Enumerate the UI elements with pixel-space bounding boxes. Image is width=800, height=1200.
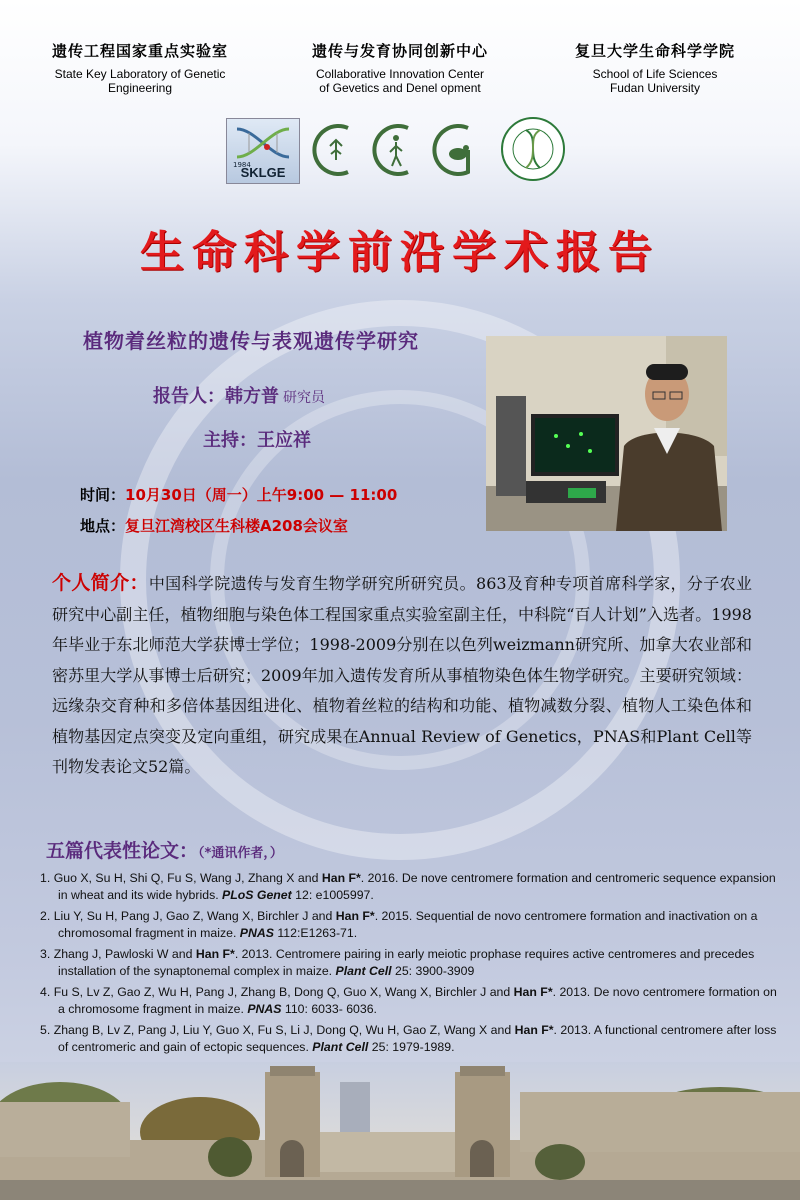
header-unit-ccgd [280, 40, 520, 95]
unit-name-en: State Key Laboratory of Genetic Engineering [54, 67, 226, 95]
speaker-bio [52, 568, 752, 783]
host-name: 王应祥 [257, 430, 311, 451]
publications-heading: 五篇代表性论文：（*通讯作者，） [46, 840, 283, 862]
time-label: 时间： [80, 486, 126, 504]
header-unit-sklge [20, 40, 260, 95]
publication-item: 1. Guo X, Su H, Shi Q, Fu S, Wang J, Zhang X and Han F*. 2016. De nove centromere formation and centromeric sequence expansion in wheat and its wide hybrids. PLoS Genet 12: e1005997. [40, 871, 776, 902]
reporter-rank: 研究员 [283, 390, 325, 406]
bio-text: 中国科学院遗传与发育生物学研究所研究员。863及育种专项首席科学家，分子农业研究中心副主任，植物细胞与染色体工程国家重点实验室副主任，中科院“百人计划”入选者。1998年毕业于东北师范大学获博士学位；1998-2009分别在以色列weizmann研究所、加拿大农业部和密苏里大学从事博士后研究；2009年加入遗传发育所从事植物染色体生物学研究。主要研究领域： 远缘杂交育种和多倍体基因组进化、植物着丝粒的结构和功能、植物减数分裂、植物人工染色体和植物基因定点突变及定向重组，研究成果在Annual Review of Genetics，PNAS和Plant Cell等刊物发表论文52篇。 [52, 574, 752, 776]
campus-photo-strip [0, 1062, 800, 1200]
dna-helix-icon [235, 125, 291, 161]
time-row [80, 484, 397, 505]
publication-list [40, 870, 780, 1060]
ccg-logo [308, 118, 494, 182]
publication-item: 2. Liu Y, Su H, Pang J, Gao Z, Wang X, Birchler J and Han F*. 2015. Sequential de novo centromere formation and inactivation on a chromosomal fragment in maize. PNAS 112:E1263-71. [40, 909, 758, 940]
reporter-line [153, 382, 325, 408]
publication-item: 5. Zhang B, Lv Z, Pang J, Liu Y, Guo X, Fu S, Li J, Dong Q, Wu H, Gao Z, Wang X and Han F*. 2013. A functional centromere after loss of centromeric and gain of ectopic sequences. Plant Cell 25: 1979-1989. [40, 1023, 777, 1054]
reporter-label: 报告人： [153, 386, 225, 407]
unit-name-cn: 遗传与发育协同创新中心 [311, 42, 488, 60]
fudan-school-seal-logo [500, 116, 566, 182]
place-row [80, 515, 348, 536]
unit-name-cn: 遗传工程国家重点实验室 [51, 42, 228, 60]
bio-heading: 个人简介： [52, 572, 149, 594]
time-value: 10月30日（周一）上午9:00 — 11:00 [125, 486, 398, 504]
talk-title: 植物着丝粒的遗传与表观遗传学研究 [83, 329, 419, 353]
reporter-name: 韩方普 [225, 386, 279, 407]
speaker-photo [486, 336, 727, 531]
unit-name-en: School of Life Sciences Fudan University [592, 67, 718, 95]
publication-item: 3. Zhang J, Pawloski W and Han F*. 2013. Centromere pairing in early meiotic prophase requires active centromeres and precedes installation of the synaptonemal complex in maize. Plant Cell 25: 3900-3909 [40, 947, 755, 978]
poster-title: 生命科学前沿学术报告 [140, 227, 660, 278]
host-line [203, 426, 311, 452]
publications-note: （*通讯作者，） [198, 846, 283, 861]
unit-name-en: Collaborative Innovation Center of Gevetics and Denel opment [315, 67, 485, 95]
unit-name-cn: 复旦大学生命科学学院 [574, 42, 735, 60]
place-value: 复旦江湾校区生科楼A208会议室 [125, 517, 348, 535]
host-label: 主持： [203, 430, 257, 451]
sklge-logo: 1984 SKLGE [226, 118, 300, 184]
place-label: 地点： [80, 517, 126, 535]
publication-item: 4. Fu S, Lv Z, Gao Z, Wu H, Pang J, Zhang B, Dong Q, Guo X, Wang X, Birchler J and Han F*. 2013. De novo centromere formation on a chromosome fragment in maize. PNAS 110: 6033- 6036. [40, 985, 777, 1016]
header-unit-fudan [535, 40, 775, 95]
